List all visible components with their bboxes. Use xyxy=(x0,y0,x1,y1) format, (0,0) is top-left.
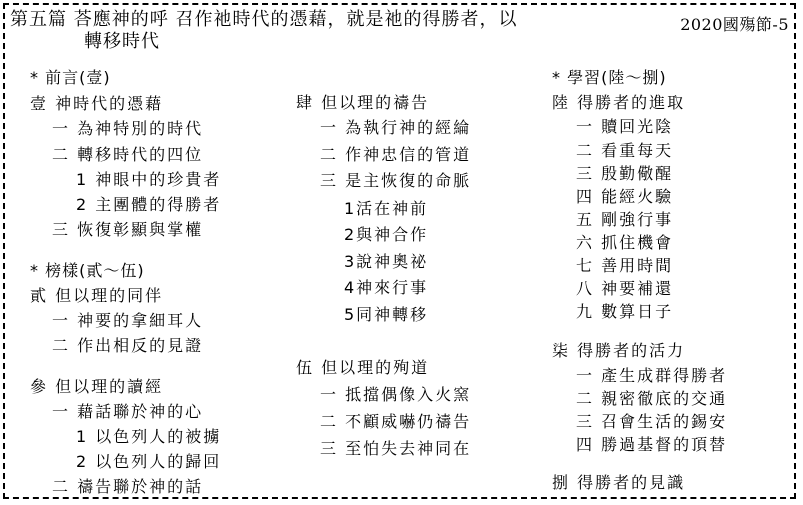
outline-item: 1 神眼中的珍貴者 xyxy=(76,170,222,189)
outline-item: 柒 得勝者的活力 xyxy=(552,341,686,360)
outline-item: 一 贖回光陰 xyxy=(576,117,674,136)
outline-item: 1 以色列人的被擄 xyxy=(76,427,222,446)
outline-item: 一 抵擋偶像入火窯 xyxy=(320,385,472,404)
outline-item: 一 產生成群得勝者 xyxy=(576,366,728,385)
outline-item: 二 作出相反的見證 xyxy=(52,336,204,355)
outline-item: 參 但以理的讀經 xyxy=(30,377,164,396)
outline-item: 三 殷勤儆醒 xyxy=(576,164,674,183)
page-title xyxy=(10,9,630,53)
outline-item: 三 召會生活的錫安 xyxy=(576,412,728,431)
outline-item: 七 善用時間 xyxy=(576,256,674,275)
outline-item: 一 藉話聯於神的心 xyxy=(52,402,204,421)
outline-item: 三 至怕失去神同在 xyxy=(320,439,472,458)
title-line-1: 第五篇 荅應神的呼 召作祂時代的憑藉，就是祂的得勝者，以 xyxy=(10,9,518,30)
title-line-2: 轉移時代 xyxy=(84,31,160,52)
outline-item: 二 禱告聯於神的話 xyxy=(52,477,204,496)
outline-item: 二 不顧威嚇仍禱告 xyxy=(320,412,472,431)
outline-item: 一 神要的拿細耳人 xyxy=(52,311,204,330)
section-heading: * 前言(壹) xyxy=(30,68,111,87)
outline-item: 1活在神前 xyxy=(344,199,429,218)
outline-item: 伍 但以理的殉道 xyxy=(296,358,430,377)
outline-item: 三 是主恢復的命脈 xyxy=(320,171,472,190)
section-heading: * 榜樣(貳～伍) xyxy=(30,261,145,280)
outline-item: 2 主團體的得勝者 xyxy=(76,195,222,214)
outline-item: 陸 得勝者的進取 xyxy=(552,93,686,112)
outline-item: 2與神合作 xyxy=(344,225,429,244)
outline-item: 四 能經火驗 xyxy=(576,187,674,206)
outline-item: 二 看重每天 xyxy=(576,141,674,160)
outline-item: 三 恢復彰顯與掌權 xyxy=(52,220,204,239)
outline-item: 壹 神時代的憑藉 xyxy=(30,94,164,113)
outline-item: 肆 但以理的禱告 xyxy=(296,93,430,112)
outline-item: 一 為神特別的時代 xyxy=(52,119,204,138)
outline-item: 四 勝過基督的頂替 xyxy=(576,435,728,454)
outline-item: 貳 但以理的同伴 xyxy=(30,286,164,305)
outline-item: 4神來行事 xyxy=(344,278,429,297)
outline-item: 二 作神忠信的管道 xyxy=(320,145,472,164)
outline-item: 六 抓住機會 xyxy=(576,233,674,252)
outline-item: 5同神轉移 xyxy=(344,305,429,324)
outline-item: 九 數算日子 xyxy=(576,302,674,321)
document-code: 2020國殤節-5 xyxy=(680,15,789,34)
outline-item: 八 神要補還 xyxy=(576,279,674,298)
outline-item: 捌 得勝者的見識 xyxy=(552,473,686,492)
outline-item: 二 轉移時代的四位 xyxy=(52,145,204,164)
outline-item: 3說神奧祕 xyxy=(344,252,429,271)
outline-item: 2 以色列人的歸回 xyxy=(76,452,222,471)
section-heading: * 學習(陸～捌) xyxy=(552,68,667,87)
outline-item: 二 親密徹底的交通 xyxy=(576,389,728,408)
outline-item: 一 為執行神的經綸 xyxy=(320,118,472,137)
outline-item: 五 剛強行事 xyxy=(576,210,674,229)
